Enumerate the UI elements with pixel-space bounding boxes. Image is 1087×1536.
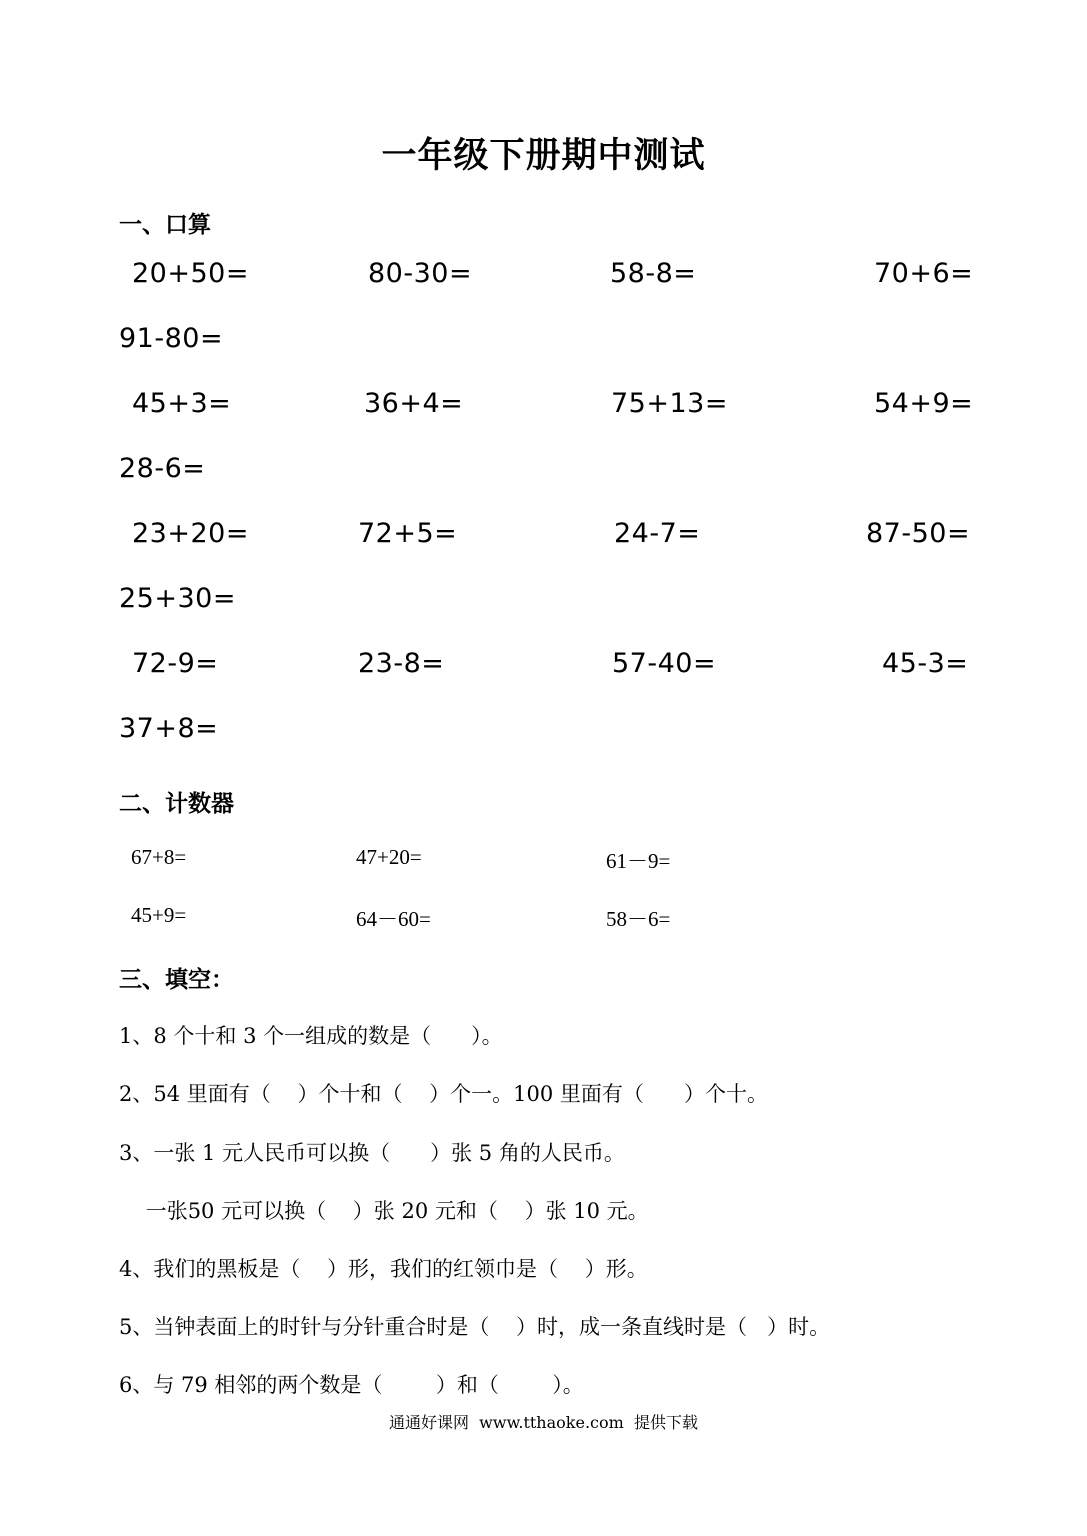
oral-problem: 20+50= [132,258,249,289]
oral-problem: 54+9= [874,388,974,419]
oral-problem: 72-9= [132,648,219,679]
oral-problem: 25+30= [119,583,236,614]
section-heading-oral: 一、口算 [119,212,211,238]
fill-blank-item: 6、与 79 相邻的两个数是（ ）和（ ）。 [119,1373,584,1397]
oral-problem: 87-50= [866,518,971,549]
oral-problem: 57-40= [612,648,717,679]
oral-problem: 24-7= [614,518,701,549]
oral-problem: 23-8= [358,648,445,679]
fill-blank-item: 3、一张 1 元人民币可以换（ ）张 5 角的人民币。 [119,1141,625,1165]
fill-blank-item: 一张50 元可以换（ ）张 20 元和（ ）张 10 元。 [119,1199,649,1223]
calculator-problem: 67+8= [131,845,187,869]
section-heading-fill-blank: 三、填空： [119,967,234,993]
calculator-problem: 61－9= [606,849,671,873]
fill-blank-item: 4、我们的黑板是（ ）形，我们的红领巾是（ ）形。 [119,1257,648,1281]
fill-blank-item: 1、8 个十和 3 个一组成的数是（ ）。 [119,1024,503,1048]
oral-problem: 37+8= [119,713,219,744]
calculator-problem: 58－6= [606,907,671,931]
calculator-problem: 45+9= [131,903,187,927]
oral-problem: 80-30= [368,258,473,289]
oral-problem: 28-6= [119,453,206,484]
calculator-problem: 64－60= [356,907,431,931]
page-title: 一年级下册期中测试 [381,136,706,176]
section-heading-calculator: 二、计数器 [119,791,234,817]
calculator-problem: 47+20= [356,845,422,869]
oral-problem: 70+6= [874,258,974,289]
oral-problem: 45+3= [132,388,232,419]
oral-problem: 23+20= [132,518,249,549]
oral-problem: 75+13= [611,388,728,419]
oral-problem: 91-80= [119,323,224,354]
page-footer: 通通好课网 www.tthaoke.com 提供下载 [389,1413,698,1432]
oral-problem: 36+4= [364,388,464,419]
oral-problem: 58-8= [610,258,697,289]
oral-problem: 72+5= [358,518,458,549]
fill-blank-item: 5、当钟表面上的时针与分针重合时是（ ）时，成一条直线时是（ ）时。 [119,1315,831,1339]
oral-problem: 45-3= [882,648,969,679]
fill-blank-item: 2、54 里面有（ ）个十和（ ）个一。100 里面有（ ）个十。 [119,1082,768,1106]
